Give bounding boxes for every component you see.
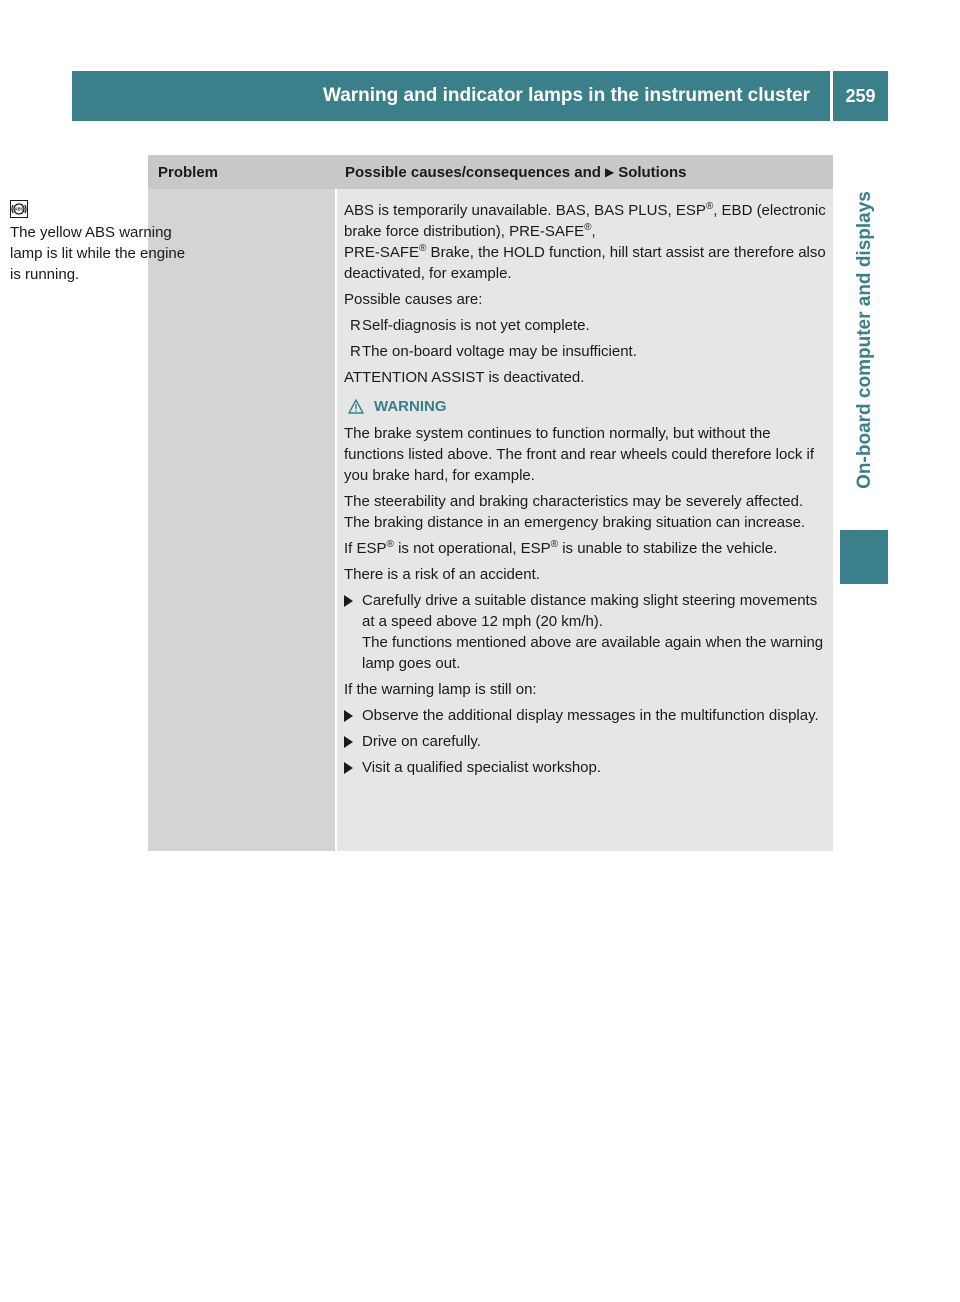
step-result-text: The functions mentioned above are available again when the warning lamp goes out. bbox=[362, 634, 824, 672]
registered-mark: ® bbox=[584, 222, 592, 233]
registered-mark: ® bbox=[419, 243, 427, 254]
section-title: Warning and indicator lamps in the instrument cluster bbox=[322, 85, 810, 106]
list-item bbox=[344, 315, 828, 336]
text-run: ABS is temporarily unavailable. BAS, BAS PLUS, ESP bbox=[344, 202, 706, 219]
column-separator bbox=[335, 189, 337, 851]
warning-paragraph-2: The steerability and braking characteristics may be severely affected. The braking distance in an emergency braking situation can increase. bbox=[344, 493, 806, 531]
unavailable-paragraph bbox=[344, 200, 828, 284]
warning-paragraph-4: There is a risk of an accident. bbox=[344, 566, 540, 583]
attention-assist-note: ATTENTION ASSIST is deactivated. bbox=[344, 369, 585, 386]
step-text: Drive on carefully. bbox=[362, 733, 481, 750]
warning-heading bbox=[344, 396, 828, 417]
warning-paragraph-3 bbox=[344, 538, 828, 559]
registered-mark: ® bbox=[550, 539, 559, 550]
column-header-problem: Problem bbox=[158, 163, 219, 181]
abs-warning-icon bbox=[10, 200, 28, 218]
text-run: , bbox=[591, 223, 596, 240]
registered-mark: ® bbox=[386, 539, 394, 550]
text-run: is unable to stabilize the vehicle. bbox=[558, 540, 778, 557]
column-header-solutions-label: Solutions bbox=[618, 163, 687, 181]
side-tab-label-container bbox=[845, 140, 885, 540]
page-header-bar bbox=[72, 71, 888, 121]
step-arrow-icon bbox=[344, 710, 353, 722]
text-run: , EBD (electronic brake force distribution), PRE-SAFE bbox=[344, 202, 826, 240]
text-run: is not operational, ESP bbox=[393, 540, 551, 557]
step-text: Carefully drive a suitable distance making slight steering movements at a speed above 12 mph (20 km/h). bbox=[362, 592, 818, 630]
bullet-dot: R bbox=[350, 343, 361, 360]
step-arrow-icon bbox=[344, 762, 353, 774]
warning-paragraph-1: The brake system continues to function normally, but without the functions listed above. The front and rear wheels could therefore lock if you brake hard, for example. bbox=[344, 425, 814, 484]
table-header-row bbox=[148, 155, 833, 189]
step-text: Visit a qualified specialist workshop. bbox=[362, 759, 602, 776]
registered-mark: ® bbox=[705, 201, 714, 212]
play-arrow-icon: ▶ bbox=[604, 165, 615, 179]
action-step bbox=[344, 757, 828, 778]
page-number: 259 bbox=[845, 85, 876, 106]
step-text: Observe the additional display messages in the multifunction display. bbox=[362, 707, 819, 724]
problem-column bbox=[148, 189, 335, 851]
problem-description: The yellow ABS warning lamp is lit while the engine is running. bbox=[10, 224, 186, 283]
bullet-dot: R bbox=[350, 317, 361, 334]
text-run: Brake, the HOLD function, hill start assist are therefore also deactivated, for example. bbox=[344, 244, 826, 282]
list-item-text: The on-board voltage may be insufficient. bbox=[362, 343, 637, 360]
action-step bbox=[344, 731, 828, 752]
text-run: If ESP bbox=[344, 540, 387, 557]
column-header-causes bbox=[345, 155, 687, 189]
warning-label: WARNING bbox=[374, 398, 447, 415]
side-tab-label: On-board computer and displays bbox=[854, 191, 875, 489]
text-run: PRE-SAFE bbox=[344, 244, 420, 261]
list-item-text: Self-diagnosis is not yet complete. bbox=[362, 317, 590, 334]
action-step bbox=[344, 590, 828, 674]
column-header-causes-label: Possible causes/consequences and bbox=[345, 163, 601, 181]
svg-text:ABS: ABS bbox=[14, 206, 24, 212]
list-item bbox=[344, 341, 828, 362]
action-step bbox=[344, 705, 828, 726]
warning-triangle-icon bbox=[348, 399, 364, 414]
side-tab-block bbox=[840, 530, 888, 584]
step-arrow-icon bbox=[344, 595, 353, 607]
still-on-note: If the warning lamp is still on: bbox=[344, 681, 537, 698]
step-arrow-icon bbox=[344, 736, 353, 748]
possible-causes-heading: Possible causes are: bbox=[344, 291, 483, 308]
causes-solutions-content bbox=[344, 200, 828, 783]
